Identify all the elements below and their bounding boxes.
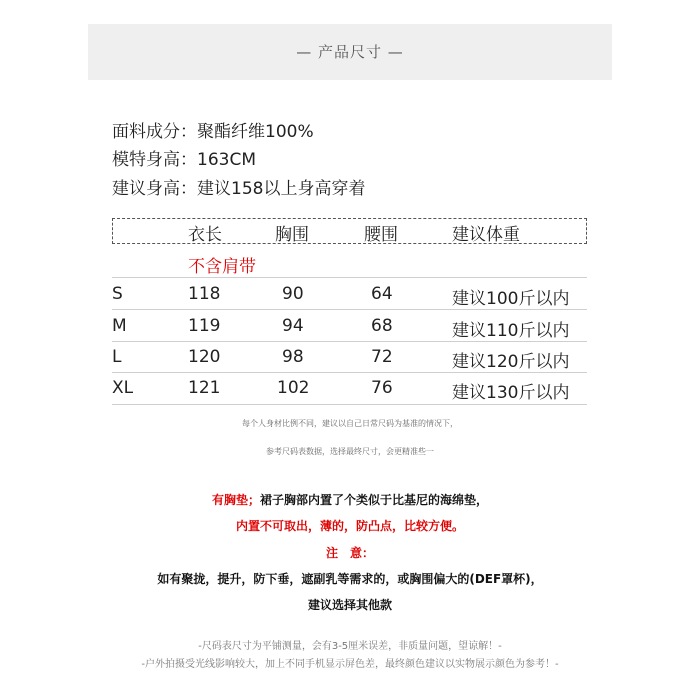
spec-value: 聚酯纤维100% — [197, 122, 314, 142]
row-waist: 72 — [371, 347, 393, 367]
row-bust: 98 — [282, 347, 304, 367]
section-title: — 产品尺寸 — — [296, 43, 404, 61]
row-divider — [112, 309, 587, 310]
row-weight: 建议110斤以内 — [452, 321, 570, 341]
row-length: 121 — [188, 378, 221, 398]
footer-color-note: -户外拍摄受光线影响较大，加上不同手机显示屏色差，最终颜色建议以实物展示颜色为参考！- — [141, 659, 559, 670]
spec-fabric — [112, 117, 314, 142]
size-table — [112, 216, 587, 406]
spec-value: 163CM — [197, 150, 256, 170]
row-divider — [112, 341, 587, 342]
spec-label: 面料成分： — [112, 122, 197, 142]
padding-notice-detail: 内置不可取出，薄的，防凸点，比较方便。 — [235, 519, 464, 533]
footer-measurement-note: -尺码表尺寸为平铺测量，会有3-5厘米误差，非质量问题，望谅解！- — [198, 641, 502, 652]
padding-notice-line-2 — [0, 517, 700, 534]
column-header-bust: 胸围 — [275, 225, 309, 245]
row-bust: 90 — [282, 284, 304, 304]
spec-label: 模特身高： — [112, 150, 197, 170]
row-length: 119 — [188, 316, 221, 336]
attention-note-line-2: 建议选择其他款 — [307, 598, 392, 612]
row-waist: 76 — [371, 378, 393, 398]
attention-heading-text: 注 意： — [325, 546, 374, 560]
row-size: L — [112, 347, 122, 367]
column-header-waist: 腰围 — [364, 225, 398, 245]
row-waist: 68 — [371, 316, 393, 336]
strap-note: 不含肩带 — [188, 257, 256, 277]
column-header-length: 衣长 — [188, 225, 222, 245]
row-waist: 64 — [371, 284, 393, 304]
spec-suggested-height — [112, 174, 365, 199]
row-weight: 建议130斤以内 — [452, 383, 570, 403]
padding-notice-highlight: 有胸垫； — [211, 493, 260, 507]
column-header-weight: 建议体重 — [452, 225, 520, 245]
row-divider — [112, 372, 587, 373]
spec-model-height — [112, 145, 256, 170]
fit-note-line-2: 参考尺码表数据，选择最终尺寸，会更精准些一 — [266, 447, 434, 456]
row-weight: 建议100斤以内 — [452, 289, 570, 309]
row-divider — [112, 277, 587, 278]
fit-note-line-1: 每个人身材比例不同，建议以自己日常尺码为基准的情况下， — [242, 419, 458, 428]
row-weight: 建议120斤以内 — [452, 352, 570, 372]
row-size: S — [112, 284, 123, 304]
row-size: M — [112, 316, 127, 336]
attention-heading — [0, 544, 700, 561]
attention-note-line-1: 如有聚拢，提升，防下垂，遮副乳等需求的，或胸围偏大的(DEF罩杯)， — [157, 572, 543, 586]
spec-label: 建议身高： — [112, 179, 197, 199]
row-length: 118 — [188, 284, 221, 304]
spec-value: 建议158以上身高穿着 — [197, 179, 366, 199]
padding-notice-line-1 — [0, 491, 700, 508]
row-bust: 102 — [277, 378, 310, 398]
padding-notice-text: 裙子胸部内置了个类似于比基尼的海绵垫， — [260, 493, 489, 507]
row-length: 120 — [188, 347, 221, 367]
row-divider — [112, 404, 587, 405]
row-size: XL — [112, 378, 134, 398]
row-bust: 94 — [282, 316, 304, 336]
